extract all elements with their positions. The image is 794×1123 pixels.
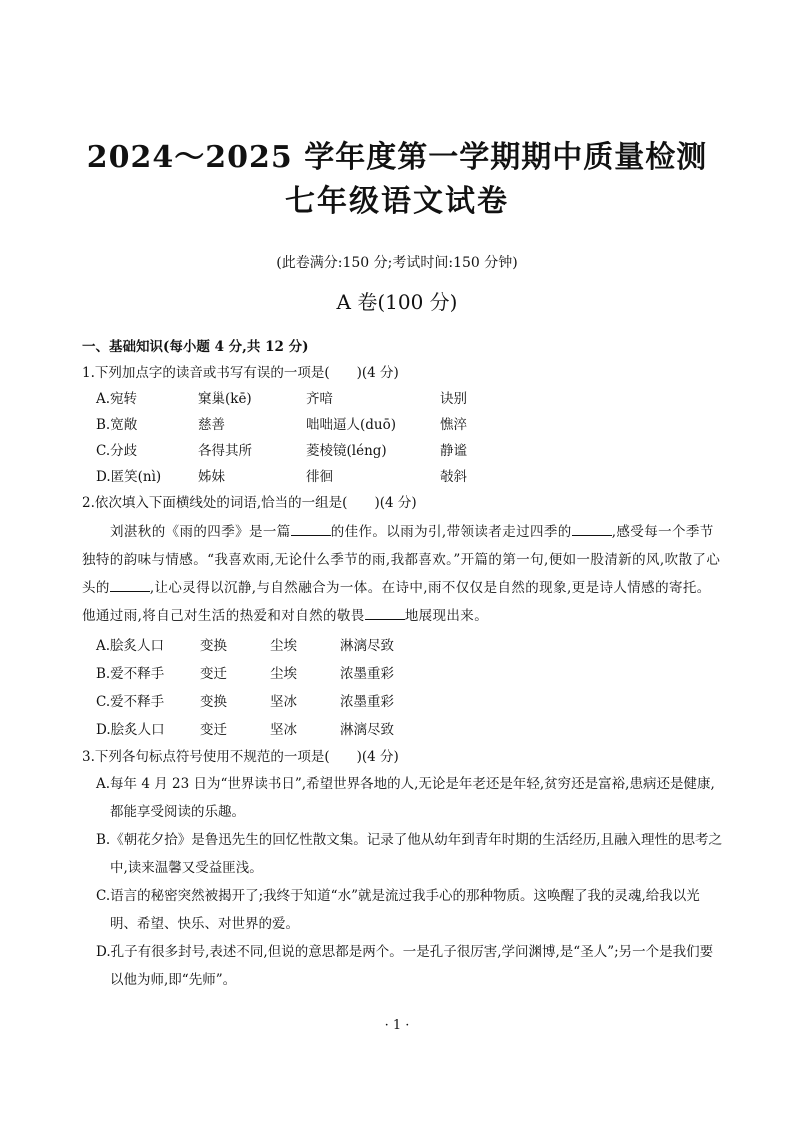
q1-stem: 1.下列加点字的读音或书写有误的一项是( )(4 分) <box>82 365 399 381</box>
q2-passage-text: ,让心灵得以沉静,与自然融合为一体。在诗中,雨不仅仅是自然的现象,更是诗人情感的寄托。他通过雨,将自己对生活的热爱和对自然的敬畏 <box>82 580 711 624</box>
q1-cell: 静谧 <box>440 443 467 459</box>
q2-cell: 尘埃 <box>270 638 297 654</box>
q2-cell: 淋漓尽致 <box>340 638 394 654</box>
exam-subtitle: (此卷满分:150 分;考试时间:150 分钟) <box>276 255 518 271</box>
q2-cell: 变换 <box>200 694 227 710</box>
q1-cell: 憔淬 <box>440 417 467 433</box>
q1-row-d <box>82 464 722 490</box>
q1-cell: 齐喑 <box>306 391 333 407</box>
q2-cell: 变迁 <box>200 666 227 682</box>
q2-passage-text: 地展现出来。 <box>404 608 489 624</box>
page-number: · 1 · <box>384 1018 410 1033</box>
answer-blank[interactable] <box>291 521 331 536</box>
answer-blank[interactable] <box>365 605 405 620</box>
q1-cell: C.分歧 <box>96 443 138 459</box>
q1-cell: A.宛转 <box>96 391 138 407</box>
q2-stem: 2.依次填入下面横线处的词语,恰当的一组是( )(4 分) <box>82 495 417 511</box>
q2-cell: 变迁 <box>200 722 227 738</box>
q1-cell: 窠巢(kē) <box>198 391 252 407</box>
q3-option-b: B.《朝花夕拾》是鲁迅先生的回忆性散文集。记录了他从幼年到青年时期的生活经历,且融入理性的思考之中,读来温馨又受益匪浅。 <box>96 832 723 876</box>
q2-cell: 坚冰 <box>270 694 297 710</box>
q2-cell: 浓墨重彩 <box>340 666 394 682</box>
q2-cell: 淋漓尽致 <box>340 722 394 738</box>
part1-heading: 一、基础知识(每小题 4 分,共 12 分) <box>82 339 309 355</box>
q1-row-b <box>82 412 722 438</box>
q1-cell: 徘徊 <box>306 469 333 485</box>
q2-cell: C.爱不释手 <box>96 694 165 710</box>
q2-cell: 坚冰 <box>270 722 297 738</box>
q3-option-c: C.语言的秘密突然被揭开了;我终于知道“水”就是流过我手心的那种物质。这唤醒了我的灵魂,给我以光明、希望、快乐、对世界的爱。 <box>96 888 700 932</box>
q2-cell: 浓墨重彩 <box>340 694 394 710</box>
answer-blank[interactable] <box>572 521 612 536</box>
q1-cell: D.匿笑(nì) <box>96 469 162 485</box>
q1-row-a <box>82 386 722 412</box>
q2-passage-text: ,感受每一个季节独特的韵味与情感。“我喜欢雨,无论什么季节的雨,我都喜欢。”开篇的第一句,便如一股清新的风,吹散了心头的 <box>82 524 721 596</box>
exam-content <box>82 334 722 994</box>
q2-cell: 尘埃 <box>270 666 297 682</box>
q2-cell: A.脍炙人口 <box>96 638 165 654</box>
q1-cell: 慈善 <box>198 417 225 433</box>
q1-cell: 攲斜 <box>440 469 467 485</box>
q2-cell: D.脍炙人口 <box>96 722 165 738</box>
q3-option-a: A.每年 4 月 23 日为“世界读书日”,希望世界各地的人,无论是年老还是年轻,贫穷还是富裕,患病还是健康,都能享受阅读的乐趣。 <box>96 776 715 820</box>
q3-stem: 3.下列各句标点符号使用不规范的一项是( )(4 分) <box>82 749 399 765</box>
q1-cell: 姊妹 <box>198 469 225 485</box>
q2-cell: 变换 <box>200 638 227 654</box>
exam-title-line2: 七年级语文试卷 <box>285 184 509 219</box>
q2-passage <box>82 518 722 630</box>
q2-passage-text: 刘湛秋的《雨的四季》是一篇 <box>110 524 291 540</box>
q3-option-d: D.孔子有很多封号,表述不同,但说的意思都是两个。一是孔子很厉害,学问渊博,是“圣人”;另一个是我们要以他为师,即“先师”。 <box>96 944 714 988</box>
q1-cell: 各得其所 <box>198 443 252 459</box>
q1-row-c <box>82 438 722 464</box>
q1-cell: B.宽敞 <box>96 417 138 433</box>
q2-passage-text: 的佳作。以雨为引,带领读者走过四季的 <box>330 524 572 540</box>
q2-option-a <box>82 632 722 660</box>
q2-option-b <box>82 660 722 688</box>
q2-option-d <box>82 716 722 744</box>
exam-title-line1: 2024～2025 学年度第一学期期中质量检测 <box>86 140 708 175</box>
q2-cell: B.爱不释手 <box>96 666 165 682</box>
section-heading: A 卷(100 分) <box>336 290 458 314</box>
answer-blank[interactable] <box>110 577 150 592</box>
q1-cell: 菱棱镜(léng) <box>306 443 387 459</box>
q2-option-c <box>82 688 722 716</box>
q1-cell: 诀别 <box>440 391 467 407</box>
q1-cell: 咄咄逼人(duō) <box>306 417 396 433</box>
